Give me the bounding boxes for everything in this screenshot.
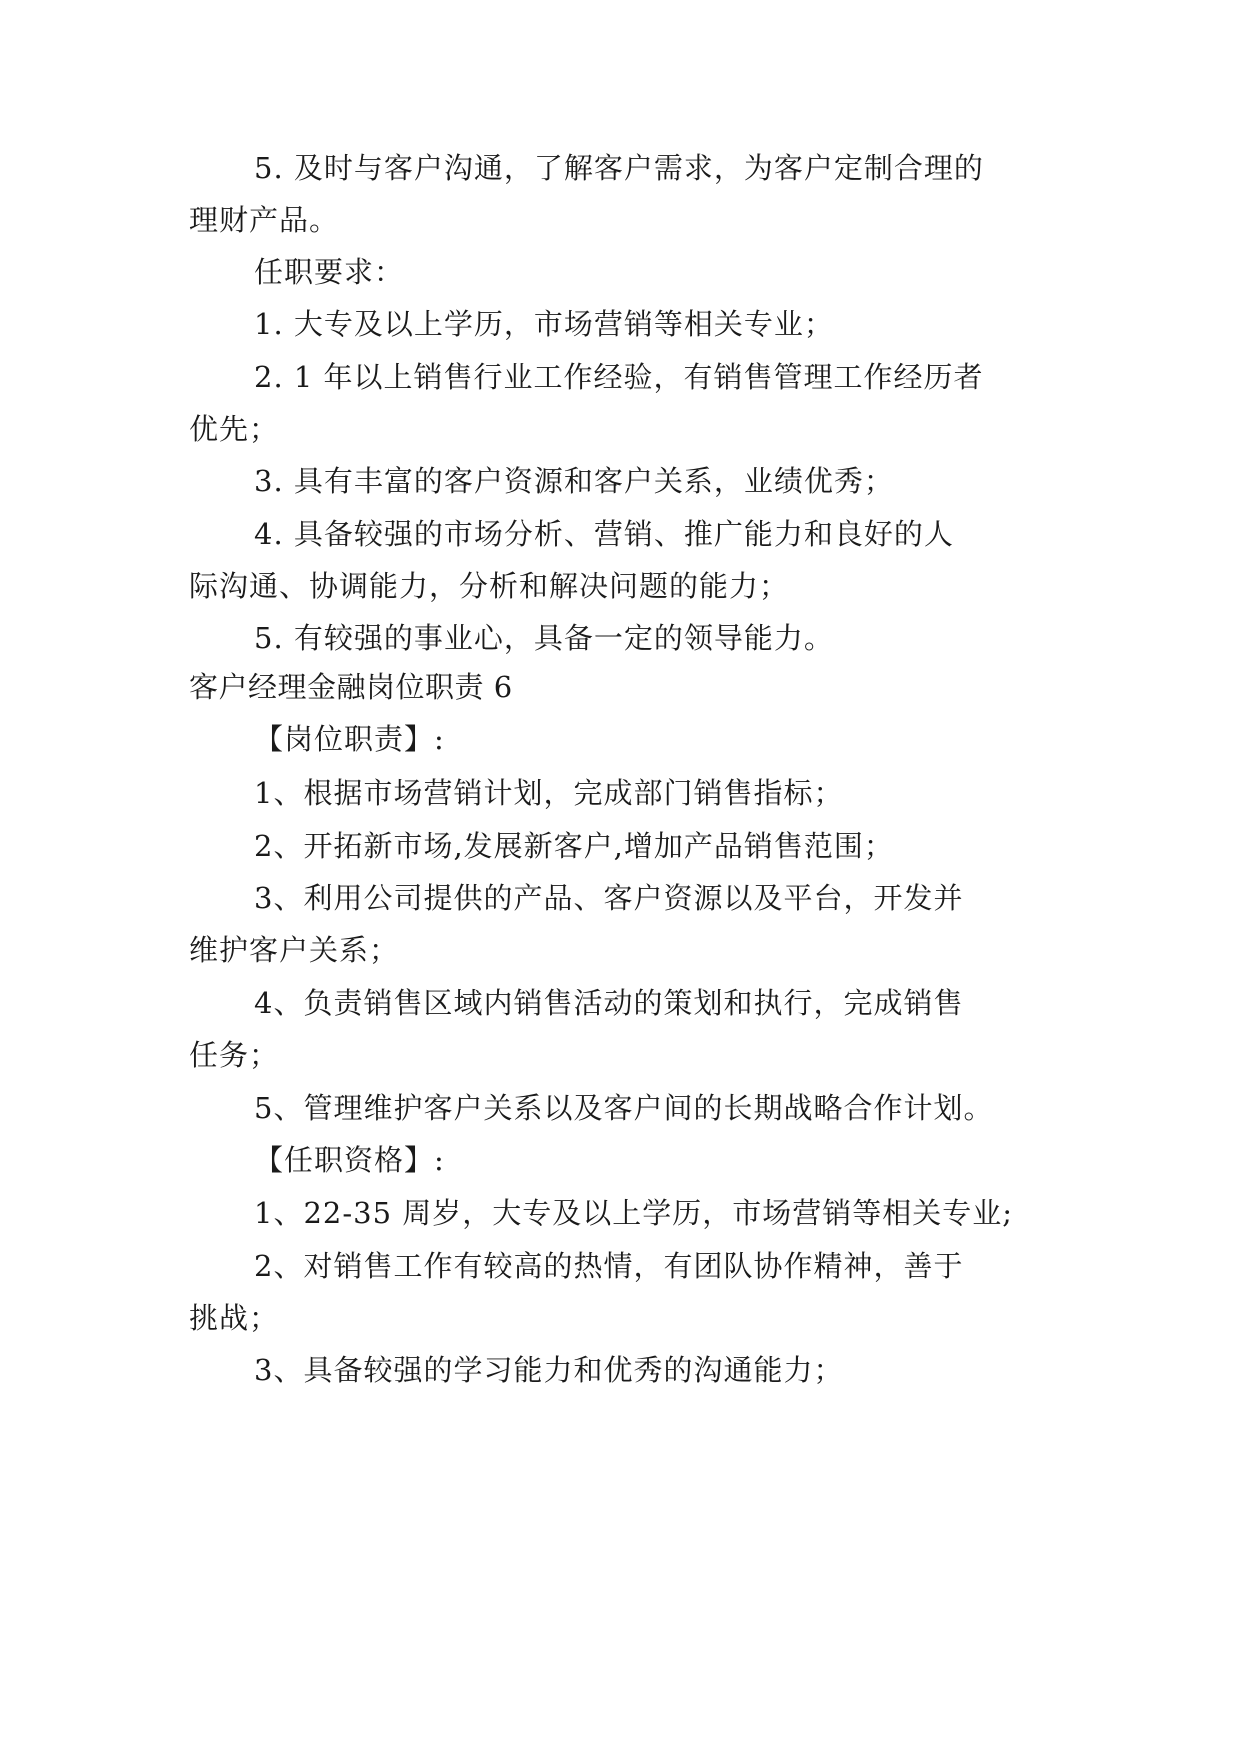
list-item: 4、负责销售区域内销售活动的策划和执行，完成销售 (254, 986, 964, 1020)
section-label: 任职要求： (254, 255, 405, 289)
list-item: 1、根据市场营销计划，完成部门销售指标； (254, 776, 844, 810)
list-item: 1、22-35 周岁，大专及以上学历，市场营销等相关专业; (254, 1196, 1014, 1230)
list-item: 4. 具备较强的市场分析、营销、推广能力和良好的人 (254, 517, 954, 551)
section-label: 【任职资格】: (254, 1143, 445, 1177)
list-item: 1. 大专及以上学历，市场营销等相关专业； (254, 307, 834, 341)
list-item: 2、对销售工作有较高的热情，有团队协作精神，善于 (254, 1249, 964, 1283)
section-label: 【岗位职责】: (254, 722, 445, 756)
list-item-continuation: 任务； (189, 1038, 280, 1072)
list-item-continuation: 维护客户关系； (189, 933, 400, 967)
list-item: 3、具备较强的学习能力和优秀的沟通能力； (254, 1353, 844, 1387)
section-heading: 客户经理金融岗位职责 6 (189, 670, 513, 704)
list-item: 3、利用公司提供的产品、客户资源以及平台，开发并 (254, 881, 964, 915)
list-item: 5、管理维护客户关系以及客户间的长期战略合作计划。 (254, 1091, 994, 1125)
list-item-continuation: 挑战； (189, 1301, 280, 1335)
list-item-continuation: 际沟通、协调能力，分析和解决问题的能力； (189, 569, 790, 603)
list-item-continuation: 优先； (189, 412, 280, 446)
list-item: 5. 有较强的事业心，具备一定的领导能力。 (254, 621, 834, 655)
list-item: 2、开拓新市场,发展新客户,增加产品销售范围； (254, 829, 894, 863)
paragraph-line: 理财产品。 (189, 203, 340, 237)
paragraph-line: 5. 及时与客户沟通，了解客户需求，为客户定制合理的 (254, 151, 984, 185)
list-item: 3. 具有丰富的客户资源和客户关系，业绩优秀； (254, 464, 894, 498)
list-item: 2. 1 年以上销售行业工作经验，有销售管理工作经历者 (254, 360, 984, 394)
